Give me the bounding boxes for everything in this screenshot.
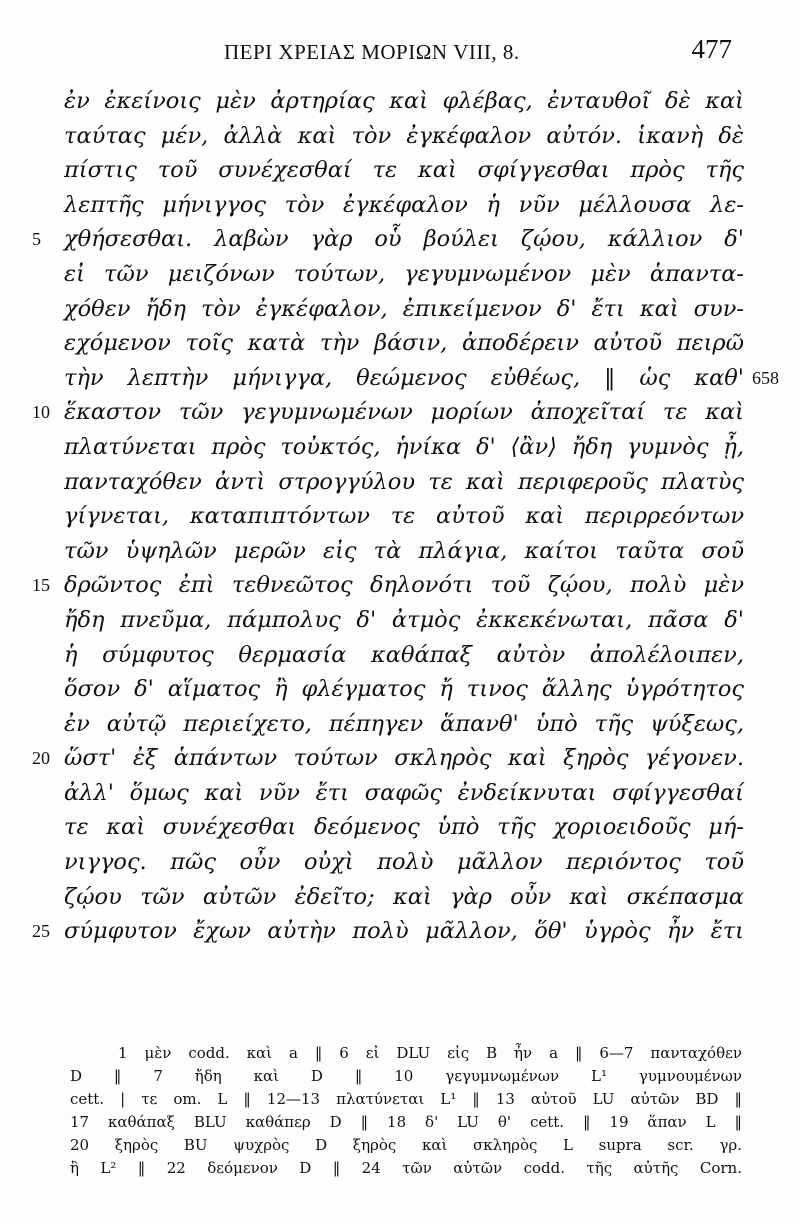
running-title: ΠΕΡΙ ΧΡΕΙΑΣ ΜΟΡΙΩΝ VIII, 8. (224, 40, 520, 64)
apparatus-line: D ‖ 7 ἤδη καὶ D ‖ 10 γεγυμνωμένων L¹ γυμνουμένων (70, 1067, 742, 1085)
text-line (64, 153, 744, 188)
text-line (64, 534, 744, 569)
text-line (32, 741, 744, 776)
line-text: πανταχόθεν ἀντὶ στρογγύλου τε καὶ περιφεροῦς πλατὺς (64, 468, 744, 495)
text-line (64, 188, 744, 223)
line-text: τῶν ὑψηλῶν μερῶν εἰς τὰ πλάγια, καίτοι ταῦτα σοῦ (64, 537, 744, 564)
text-line (64, 603, 744, 638)
text-line (32, 395, 744, 430)
apparatus-line: 1 μὲν codd. καὶ a ‖ 6 εἰ DLU εἰς B ἦν a ‖ 6—7 πανταχόθεν (118, 1044, 742, 1062)
line-text: χόθεν ἤδη τὸν ἐγκέφαλον, ἐπικείμενον δ' ἔτι καὶ συν- (64, 295, 744, 322)
text-line (64, 638, 744, 673)
text-line (64, 84, 744, 119)
marginal-page-reference: 658 (752, 367, 779, 388)
text-line (64, 257, 744, 292)
text-line (64, 499, 744, 534)
text-line (32, 568, 744, 603)
line-number: 25 (32, 921, 50, 942)
line-text: εἰ τῶν μειζόνων τούτων, γεγυμνωμένον μὲν ἁπαντα- (64, 260, 744, 287)
line-text: ἐν αὐτῷ περιείχετο, πέπηγεν ἅπανθ' ὑπὸ τῆς ψύξεως, (64, 710, 744, 737)
line-text: τε καὶ συνέχεσθαι δεόμενος ὑπὸ τῆς χοριοειδοῦς μή- (64, 814, 744, 841)
apparatus-line: ἢ L² ‖ 22 δεόμενον D ‖ 24 τῶν αὐτῶν codd. τῆς αὐτῆς Corn. (70, 1159, 742, 1177)
critical-apparatus (70, 1042, 742, 1180)
apparatus-line: 17 καθάπαξ BLU καθάπερ D ‖ 18 δ' LU θ' cett. ‖ 19 ἅπαν L ‖ (70, 1113, 742, 1131)
line-text: ταύτας μέν, ἀλλὰ καὶ τὸν ἐγκέφαλον αὐτόν. ἱκανὴ δὲ (64, 122, 744, 149)
text-line (64, 292, 744, 327)
page-number: 477 (691, 34, 732, 64)
line-text: πλατύνεται πρὸς τοὐκτός, ἡνίκα δ' ⟨ἂν⟩ ἤδη γυμνὸς ᾖ, (64, 433, 744, 460)
text-line (32, 222, 744, 257)
line-text: τὴν λεπτὴν μήνιγγα, θεώμενος εὐθέως, ‖ ὡς καθ' (64, 364, 744, 391)
text-line (64, 845, 744, 880)
line-text: λεπτῆς μήνιγγος τὸν ἐγκέφαλον ἡ νῦν μέλλουσα λε- (64, 191, 744, 218)
text-line (64, 707, 744, 742)
text-line (64, 361, 779, 396)
line-text: ζῴου τῶν αὐτῶν ἐδεῖτο; καὶ γὰρ οὖν καὶ σκέπασμα (64, 883, 744, 910)
text-line (64, 810, 744, 845)
line-text: γίγνεται, καταπιπτόντων τε αὐτοῦ καὶ περιρρεόντων (64, 503, 744, 530)
line-text: χθήσεσθαι. λαβὼν γὰρ οὗ βούλει ζῴου, κάλλιον δ' (64, 226, 744, 253)
line-text: σύμφυτον ἔχων αὐτὴν πολὺ μᾶλλον, ὅθ' ὑγρὸς ἦν ἔτι (64, 918, 744, 945)
line-text: ἐν ἐκείνοις μὲν ἀρτηρίας καὶ φλέβας, ἐνταυθοῖ δὲ καὶ (64, 88, 744, 114)
text-line (64, 430, 744, 465)
text-line (64, 880, 744, 915)
text-line (64, 465, 744, 500)
line-text: δρῶντος ἐπὶ τεθνεῶτος δηλονότι τοῦ ζῴου, πολὺ μὲν (64, 572, 744, 599)
text-line (64, 776, 744, 811)
line-number: 20 (32, 748, 50, 769)
running-head (224, 34, 744, 74)
line-text: ὥστ' ἐξ ἁπάντων τούτων σκληρὸς καὶ ξηρὸς γέγονεν. (64, 745, 744, 772)
line-text: εχόμενον τοῖς κατὰ τὴν βάσιν, ἀποδέρειν αὐτοῦ πειρῶ (64, 330, 744, 357)
text-line (32, 914, 744, 949)
line-text: ὅσον δ' αἵματος ἢ φλέγματος ἤ τινος ἄλλης ὑγρότητος (64, 676, 744, 703)
text-line (64, 326, 744, 361)
line-number: 5 (32, 229, 41, 250)
text-line (64, 119, 744, 154)
line-number: 15 (32, 575, 50, 596)
line-text: ἡ σύμφυτος θερμασία καθάπαξ αὐτὸν ἀπολέλοιπεν, (64, 641, 744, 668)
text-line (64, 672, 744, 707)
apparatus-line: cett. | τε om. L ‖ 12—13 πλατύνεται L¹ ‖ 13 αὐτοῦ LU αὐτῶν BD ‖ (70, 1090, 742, 1108)
apparatus-line: 20 ξηρὸς BU ψυχρὸς D ξηρὸς καὶ σκληρὸς L supra scr. γρ. (70, 1136, 742, 1154)
line-text: ἀλλ' ὅμως καὶ νῦν ἔτι σαφῶς ἐνδείκνυται σφίγγεσθαί (64, 779, 744, 806)
line-text: πίστις τοῦ συνέχεσθαί τε καὶ σφίγγεσθαι πρὸς τῆς (64, 157, 744, 184)
line-text: ἤδη πνεῦμα, πάμπολυς δ' ἀτμὸς ἐκκεκένωται, πᾶσα δ' (64, 606, 744, 633)
line-number: 10 (32, 402, 50, 423)
line-text: ἕκαστον τῶν γεγυμνωμένων μορίων ἀποχεῖταί τε καὶ (64, 399, 744, 426)
line-text: νιγγος. πῶς οὖν οὐχὶ πολὺ μᾶλλον περιόντος τοῦ (64, 849, 744, 876)
main-text-block (32, 84, 779, 949)
